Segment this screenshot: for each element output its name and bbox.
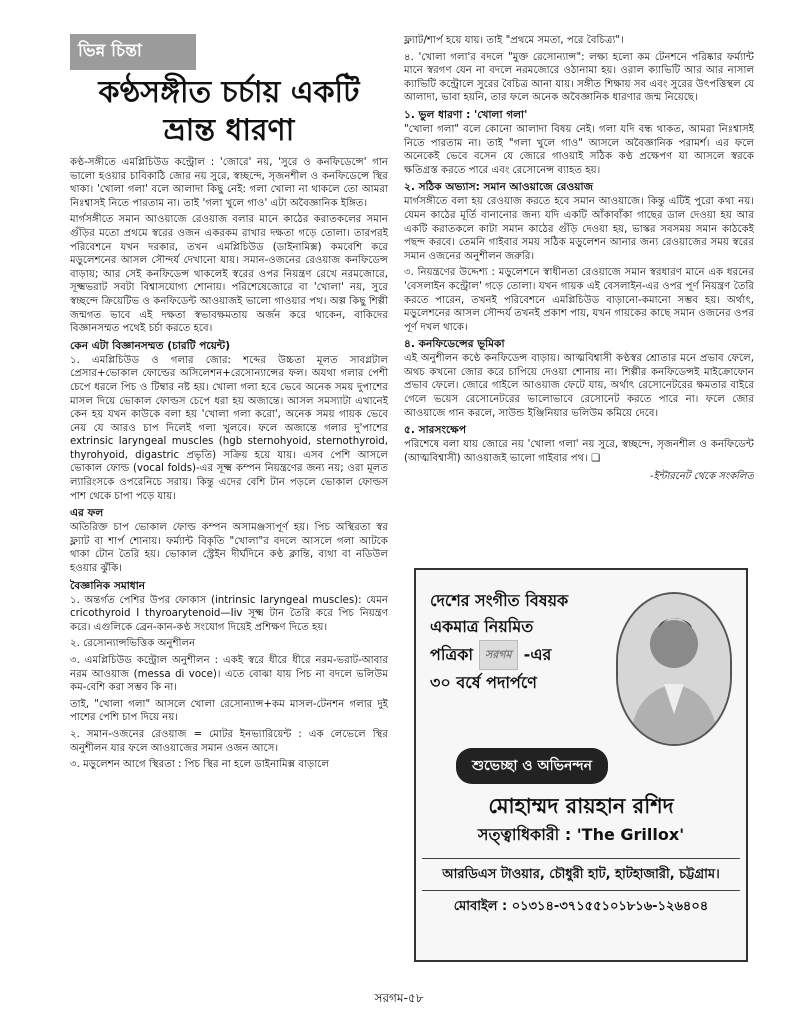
subheading-summary: ৫. সারসংক্ষেপ: [404, 424, 467, 437]
continued-paragraph: ফ্ল্যাট/শার্প হয়ে যায়। তাই "প্রথমে সমতা, পরে বৈচিত্র্য"।: [404, 35, 624, 46]
source-credit: -ইন্টারনেট থেকে সংকলিত: [649, 471, 754, 483]
result-paragraph: অতিরিক্ত চাপ ভোকাল ফোল্ড কম্পন অসামঞ্জস্যপূর্ণ হয়। পিচ অস্থিরতা স্বর ফ্ল্যাট বা শার্প শোনায়। ফর্ম্যান্ট বিকৃতি "খোলা"র বদলে আসলে গলা আটকে থাকা টোন তৈরি হয়। ভোকাল স্ট্রেইন দীর্ঘদিনে কণ্ঠ ক্লান্তি, ব্যথা বা নডিউল হওয়ার ঝুঁকি।: [70, 522, 388, 575]
left-column: [70, 34, 388, 984]
sponsor-mobile: মোবাইল : ০১৩১৪-৩৭১৫৫১০১৮১৬-১২৬৪০৪: [422, 890, 740, 918]
correct-practice-paragraph: মার্গসঙ্গীতে বলা হয় রেওয়াজ করতে হবে সমান আওয়াজে। কিন্তু এটিই পুরো কথা নয়। যেমন কাঠের মূর্তি বানানোর জন্য যদি একটি আঁকাবাঁকা গাছের ডাল দেওয়া হয় আর একটি করাতকলে কাটা সমান কাঠের গুঁড়ি দেওয়া হয়, ভাস্কর সবসময় সমান কাঠকেই পছন্দ করবে। তেমনি গাইবার সময় সঠিক মড়ুলেশন আনার জন্য রেওয়াজের সময় স্বরের সমান ওজনের অনুশীলন জরুরি।: [404, 196, 754, 262]
confidence-paragraph: এই অনুশীলন কণ্ঠে কনফিডেন্স বাড়ায়। আত্মবিশ্বাসী কণ্ঠস্বর শ্রোতার মনে প্রভাব ফেলে, অথচ কখনো জোর করে চাপিয়ে দেওয়া শোনায় না। শিল্পীর কনফিডেন্সই মাইক্রোফোন প্রভাব ফেলে। জোরে গাইলে আওয়াজ ফেটে যায়, অর্থাৎ রেসোনেটরের ক্ষমতার বাইরে গেলে ভয়েস রেসোনেটরের ভালোভাবে রেসোনেট করতে পারে না। ফলে জোর আওয়াজে গান করলে, সাউন্ড ইঞ্জিনিয়ার ভলিউম কমিয়ে দেবে।: [404, 353, 754, 419]
magazine-logo: সরগম: [479, 640, 518, 670]
ad-line-3-prefix: পত্রিকা: [430, 645, 474, 664]
solution-paragraph-6: ৩. মড়ুলেশন আগে স্থিরতা : পিচ স্থির না হলে ডাইনামিক্স বাড়ালে: [70, 759, 329, 771]
misconception-paragraph: "খোলা গলা" বলে কোনো আলাদা বিষয় নেই। গলা যদি বন্ধ থাকত, আমরা নিঃশ্বাসই নিতে পারতাম না। তাই "গলা খুলে গাও" আসলে অবৈজ্ঞানিক পরামর্শ। এর ফলে অনেকেই ভেবে বসেন যে জোরে গাওয়াই সঠিক কণ্ঠ প্রক্ষেপণ যা আসলে স্বরকে ক্ষতিগ্রস্ত করতে পারে এবং রেসোনেন্স ব্যাহত হয়।: [404, 123, 754, 176]
title-line-1: কণ্ঠসঙ্গীত চর্চায় একটি: [98, 75, 360, 110]
portrait-photo: [616, 592, 732, 746]
ad-headline: [430, 588, 620, 696]
sponsor-name: মোহাম্মদ রায়হান রশিদ: [488, 794, 674, 818]
solution-paragraph-1: ১. অন্তর্গত পেশির উপর ফোকাস (intrinsic laryngeal muscles): যেমন cricothyroid I thyroarytenoid—Iiv সূক্ষ্ম টান তৈরি করে পিচ নিয়ন্ত্রণ করে। এগুলিকে ব্রেন-কান-কণ্ঠ সংযোগ দিয়েই প্রশিক্ষণ দিতে হয়।: [70, 594, 388, 633]
ad-line-1: দেশের সংগীত বিষয়ক: [430, 591, 569, 610]
sponsor-address: আরডিএস টাওয়ার, চৌধুরী হাট, হাটহাজারী, চট্টগ্রাম।: [422, 858, 740, 886]
point-1-paragraph: ১. এমপ্লিচিউড ও গলার জোর: শব্দের উচ্চতা মূলত সাবগ্লটাল প্রেসার+ভোকাল ফোল্ডের অসিলেশন+রেসোন্যান্সের ফল। অযথা গলার পেশী চেপে ধরলে পিচ ও টিম্বার নষ্ট হয়। খোলা গলা হবে ভেবে অনেক সময় দুপাশের মাসল দিয়ে ভোকাল ফোল্ডস চেপে ধরা হয় অজান্তে। আসল সমস্যাটা এখানেই কেন হয় যখন কাউকে বলা হয় 'খোলা গলা করো', অনেক সময় গায়ক ভেবে নেয় যে আরও চাপ দিলেই গলা খুলবে। ফলে অজান্তে গলার দু'পাশের extrinsic laryngeal muscles (hgb sternohyoid, sternothyroid, thyrohyoid, digastric প্রভৃতি) সক্রিয় হয়ে যায়। এসব পেশি আসলে ভোকাল ফোল্ড (vocal folds)-এর সূক্ষ্ম কম্পন নিয়ন্ত্রণের জন্য নয়; ওরা মূলত ল্যারিংসকে ওপরেনিচে সরায়। কিন্তু এদের বেশি টান পড়লে ভোকাল ফোল্ডস পাশ থেকে চাপা পড়ে যায়।: [70, 354, 388, 502]
ad-line-3: [430, 640, 620, 670]
intro-paragraph-1: কণ্ঠ-সঙ্গীতে এমপ্লিচিউড কন্ট্রোল : 'জোরে' নয়, 'সুরে ও কনফিডেন্সে' গান ভালো হওয়ার চাবিকাঠি জোর নয় সুরে, স্বচ্ছন্দে, সৃজনশীল ও কনফিডেন্সে স্থির থাকা। 'খোলা গলা' বলে আলাদা কিছু নেই: গলা খোলা না থাকলে তো আমরা নিঃশ্বাসই নিতে পারতাম না। তাই 'গলা খুলে গাও' এটা অবৈজ্ঞানিক ইঙ্গিত।: [70, 157, 388, 209]
point-4-paragraph: ৪. 'খোলা গলা'র বদলে "মুক্ত রেসোন্যান্স": লক্ষ্য হলো কম টেনশনে পরিষ্কার ফর্ম্যান্ট মানে স্বরগণ যেন না বদলে নরমজোরে ওঠানামা হয়। ওরাল ক্যাভিটি আর আর নাসাল ক্যাভিটি কন্ট্রোলে সুরের বৈচিত্র আনা যায়। সঙ্গীত শিক্ষায় সব এবং সুরের উৎপত্তিস্থল যে আলাদা, ভাবা হয়নি, তার ফলে অনেক অবৈজ্ঞানিক ধারণার জন্ম নিয়েছে।: [404, 51, 754, 104]
right-column: [404, 34, 754, 564]
title-line-2: ভ্রান্ত ধারণা: [163, 113, 295, 148]
section-tag: ভিন্ন চিন্তা: [70, 34, 196, 70]
article-title: [70, 74, 388, 150]
subheading-solution: বৈজ্ঞানিক সমাধান: [70, 579, 146, 592]
subheading-misconception: ১. ভুল ধারণা : 'খোলা গলা': [404, 108, 528, 121]
solution-paragraph-2: ২. রেসোন্যান্সভিত্তিক অনুশীলন: [70, 638, 196, 650]
page-footer: সরগম-৫৮: [374, 991, 424, 1005]
subheading-correct-practice: ২. সঠিক অভ্যাস: সমান আওয়াজে রেওয়াজ: [404, 181, 594, 194]
solution-paragraph-4: তাই, "খোলা গলা" আসলে খোলা রেসোন্যান্স+কম মাসল-টেনশন গলার দুই পাশের পেশি চাপ দিয়ে নয়।: [70, 698, 388, 724]
intro-paragraph-2: মার্গসঙ্গীতে সমান আওয়াজে রেওয়াজ বলার মানে কাঠের করাতকলের সমান গুঁড়ির মতো প্রথমে স্বরের ওজন একরকম রাখার দক্ষতা গড়ে তোলা। তারপরই পরিবেশনে যখন দরকার, তখন এমপ্লিচিউড (ডাইনামিক্স) কমবেশি করে মড়ুলেশনের আসল সৌন্দর্য দেখানো যায়। সমান-ওজনের রেওয়াজ কনফিডেন্স বাড়ায়; আর সেই কনফিডেন্স থাকলেই স্বরের ওপর নিয়ন্ত্রণ রেখে নরমজোরে, সূক্ষ্মভরাট সবটা বিশ্বাসযোগ্য শোনায়। পরিশেষেজোরে বা 'খোলা' নয়, সুরে স্বচ্ছন্দে ক্রিয়েটিভ ও কনফিডেন্ট আওয়াজই ভালো গাওয়ার পথ। অল্প কিছু শিল্পী জন্মগত ভাবে এই দক্ষতা স্বভাবক্ষমতায় অর্জন করে থাকেন, বাকিদের বিজ্ঞানসম্মত পথেই চর্চা করতে হবে।: [70, 214, 388, 335]
solution-paragraph-5: ২. সমান-ওজনের রেওয়াজ = মোটর ইনভ্যারিয়েন্ট : এক লেভেলে স্থির অনুশীলন যার ফলে আওয়াজের সমান ওজন আসে।: [70, 728, 388, 754]
ad-line-2: একমাত্র নিয়মিত: [430, 617, 534, 636]
person-photo-icon: [618, 594, 730, 744]
congratulation-ad: [414, 568, 748, 962]
summary-paragraph: পরিশেষে বলা যায় জোরে নয় 'খোলা গলা' নয় সুরে, স্বচ্ছন্দে, সৃজনশীল ও কনফিডেন্ট (আত্মবিশ্বাসী) আওয়াজই ভালো গাইবার পথ। ❏: [404, 439, 754, 464]
control-purpose-paragraph: ৩. নিয়ন্ত্রণের উদ্দেশ্য : মড়ুলেশনে স্বাধীনতা রেওয়াজে সমান স্বরধারণ মানে এক ধরনের 'বেসলাইন কন্ট্রোল' গড়ে তোলা। যখন গায়ক এই বেসলাইন-এর ওপর পূর্ণ নিয়ন্ত্রণ তৈরি করতে পারেন, তখনই পরিবেশনে এমপ্লিচিউড বাড়ানো-কমানো সম্ভব হয়। অর্থাৎ, মড়ুলেশনের আসল সৌন্দর্য তখনই প্রকাশ পায়, যখন গায়কের কাছে সমান ওজনের ওপর পূর্ণ দখল থাকে।: [404, 267, 754, 333]
solution-paragraph-3: ৩. এমপ্লিচিউড কন্ট্রোল অনুশীলন : একই স্বরে ধীরে ধীরে নরম-ভরাট-আবার নরম আওয়াজ (messa di voce)। এতে বোঝা যায় পিচ না বদলে ভলিউম কম-বেশি করা সম্ভব কি না।: [70, 655, 388, 694]
subheading-why-scientific: কেন এটা বিজ্ঞানসম্মত (চারটি পয়েন্ট): [70, 339, 231, 352]
subheading-confidence: ৪. কনফিডেন্সের ভূমিকা: [404, 338, 505, 351]
subheading-result: এর ফল: [70, 507, 104, 520]
ad-line-4: ৩০ বর্ষে পদার্পণে: [430, 673, 537, 692]
sponsor-role: সত্ত্বাধিকারী : 'The Grillox': [477, 825, 685, 844]
greeting-banner: শুভেচ্ছা ও অভিনন্দন: [456, 748, 608, 784]
ad-line-3-suffix: -এর: [523, 645, 552, 664]
